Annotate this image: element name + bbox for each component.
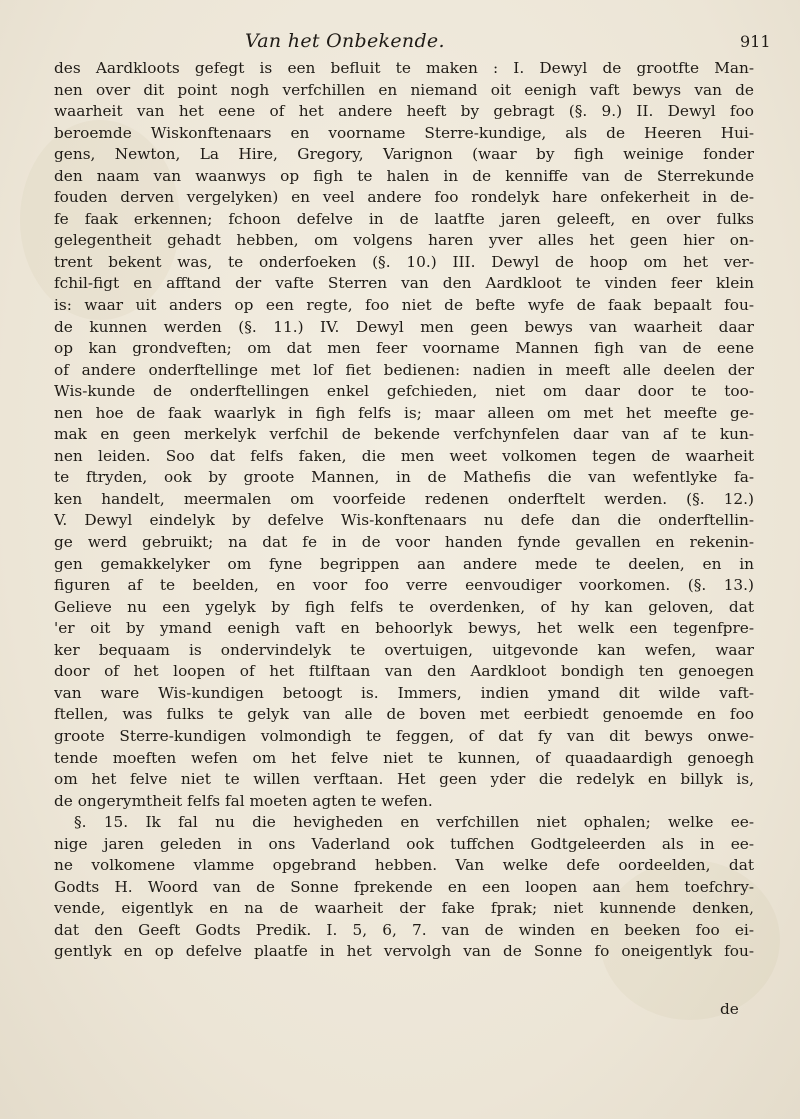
text-line: dat den Geeft Godts Predik. I. 5, 6, 7. van de winden en beeken foo ei- — [54, 920, 754, 939]
text-line: ne volkomene vlamme opgebrand hebben. Van welke defe oordeelden, dat — [54, 856, 754, 875]
text-line: is: waar uit anders op een regte, foo niet de befte wyfe de faak bepaalt fou- — [54, 296, 754, 315]
text-line: waarheit van het eene of het andere heeft by gebragt (§. 9.) II. Dewyl foo — [54, 102, 754, 121]
text-line: fe faak erkennen; fchoon defelve in de laatfte jaren geleeft, en over fulks — [54, 209, 754, 228]
text-line: gen gemakkelyker om fyne begrippen aan andere mede te deelen, en in — [54, 554, 754, 573]
text-line: gens, Newton, La Hire, Gregory, Varignon (waar by figh weinige fonder — [54, 145, 754, 164]
text-line: ken handelt, meermalen om voorfeide redenen onderftelt werden. (§. 12.) — [54, 489, 754, 508]
text-line: door of het loopen of het ftilftaan van den Aardkloot bondigh ten genoegen — [54, 662, 754, 681]
text-line: mak en geen merkelyk verfchil de bekende verfchynfelen daar van af te kun- — [54, 425, 754, 444]
text-line: nen leiden. Soo dat felfs faken, die men weet volkomen tegen de waarheit — [54, 446, 754, 465]
text-line: om het felve niet te willen verftaan. Het geen yder die redelyk en billyk is, — [54, 770, 754, 789]
text-line: gelegentheit gehadt hebben, om volgens haren yver alles het geen hier on- — [54, 231, 754, 250]
text-line: ge werd gebruikt; na dat fe in de voor handen fynde gevallen en rekenin- — [54, 533, 754, 552]
text-line: Gelieve nu een ygelyk by figh felfs te overdenken, of hy kan geloven, dat — [54, 597, 754, 616]
text-line: of andere onderftellinge met lof fiet bedienen: nadien in meeft alle deelen der — [54, 360, 754, 379]
text-line: fouden derven vergelyken) en veel andere foo rondelyk hare onfekerheit in de- — [54, 188, 754, 207]
text-line: tende moeften wefen om het felve niet te kunnen, of quaadaardigh genoegh — [54, 748, 754, 767]
text-line: nen over dit point nogh verfchillen en niemand oit eenigh vaft bewys van de — [54, 80, 754, 99]
running-head — [0, 30, 800, 54]
text-line: ftellen, was fulks te gelyk van alle de boven met eerbiedt genoemde en foo — [54, 705, 754, 724]
text-line: den naam van waanwys op figh te halen in de kenniffe van de Sterrekunde — [54, 166, 754, 185]
text-line: groote Sterre-kundigen volmondigh te feggen, of dat fy van dit bewys onwe- — [54, 726, 754, 745]
text-line: nige jaren geleden in ons Vaderland ook tuffchen Godtgeleerden als in ee- — [54, 834, 754, 853]
text-line: ker bequaam is ondervindelyk te overtuigen, uitgevonde kan wefen, waar — [54, 640, 754, 659]
text-line: te ftryden, ook by groote Mannen, in de Mathefis die van wefentlyke fa- — [54, 468, 754, 487]
text-line: des Aardkloots gefegt is een befluit te maken : I. Dewyl de grootfte Man- — [54, 59, 754, 77]
text-line: Wis-kunde de onderftellingen enkel gefchieden, niet om daar door te too- — [54, 382, 754, 401]
running-title: Van het Onbekende. — [245, 30, 445, 52]
body-text — [54, 58, 754, 963]
text-line: de kunnen werden (§. 11.) IV. Dewyl men geen bewys van waarheit daar — [54, 317, 754, 336]
text-line: vende, eigentlyk en na de waarheit der fake fprak; niet kunnende denken, — [54, 899, 754, 918]
text-line: Godts H. Woord van de Sonne fprekende en een loopen aan hem toefchry- — [54, 877, 754, 896]
page-number: 911 — [740, 32, 771, 51]
text-line: nen hoe de faak waarlyk in figh felfs is; maar alleen om met het meefte ge- — [54, 403, 754, 422]
text-line: op kan grondveften; om dat men feer voorname Mannen figh van de eene — [54, 339, 754, 358]
catchword: de — [720, 1000, 739, 1018]
text-line: V. Dewyl eindelyk by defelve Wis-konftenaars nu defe dan die onderftellin- — [54, 511, 754, 530]
text-line: §. 15. Ik fal nu die hevigheden en verfchillen niet ophalen; welke ee- — [74, 813, 754, 832]
text-line: beroemde Wiskonftenaars en voorname Sterre-kundige, als de Heeren Hui- — [54, 123, 754, 142]
text-line: trent bekent was, te onderfoeken (§. 10.) III. Dewyl de hoop om het ver- — [54, 252, 754, 271]
text-line: gentlyk en op defelve plaatfe in het vervolgh van de Sonne fo oneigentlyk fou- — [54, 942, 754, 961]
text-line: figuren af te beelden, en voor foo verre eenvoudiger voorkomen. (§. 13.) — [54, 576, 754, 595]
text-line: 'er oit by ymand eenigh vaft en behoorlyk bewys, het welk een tegenfpre- — [54, 619, 754, 638]
text-line: fchil-figt en afftand der vafte Sterren van den Aardkloot te vinden feer klein — [54, 274, 754, 293]
text-line: van ware Wis-kundigen betoogt is. Immers, indien ymand dit wilde vaft- — [54, 683, 754, 702]
text-line: de ongerymtheit felfs fal moeten agten te wefen. — [54, 791, 433, 810]
